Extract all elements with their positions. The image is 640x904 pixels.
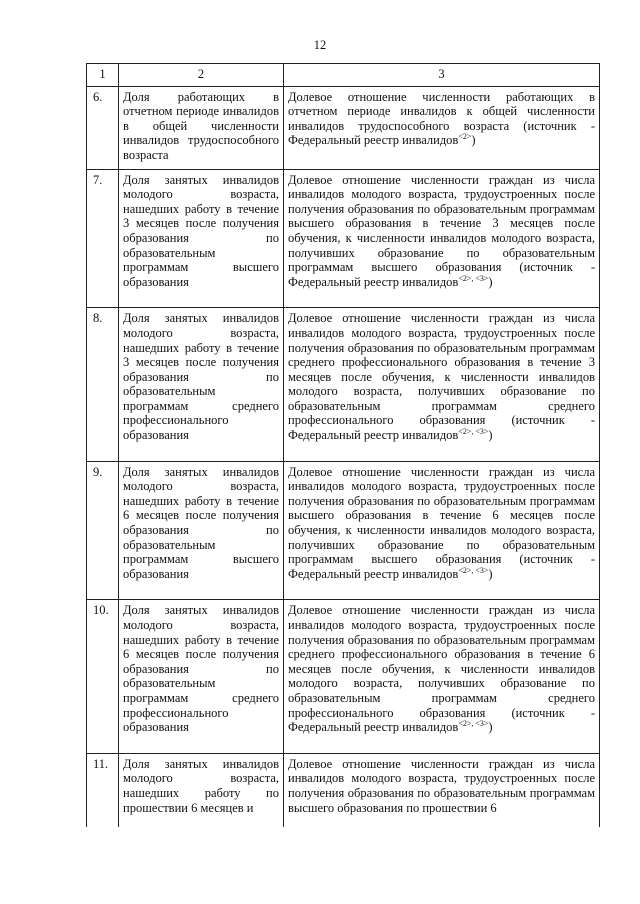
- table-row: [87, 600, 600, 753]
- row-number: 8.: [87, 308, 119, 461]
- footnote-ref: <2>, <3>: [458, 719, 489, 728]
- indicator-name: Доля занятых инвалидов молодого возраста, нашедших работу в течение 3 месяцев после получения образования по образовательным программам среднего профессионального образования: [119, 308, 284, 461]
- indicator-name: Доля занятых инвалидов молодого возраста, нашедших работу в течение 6 месяцев после получения образования по образовательным программам среднего профессионального образования: [119, 600, 284, 753]
- row-number: 7.: [87, 169, 119, 308]
- table-row: [87, 753, 600, 827]
- row-number: 9.: [87, 461, 119, 600]
- indicator-description: Долевое отношение численности граждан из числа инвалидов молодого возраста, трудоустроенных после получения образования по образовательным программам высшего образования в течение 3 месяцев после обучения, к численности инвалидов молодого возраста, получивших образование по образовательным программам высшего образования (источник - Федеральный реестр инвалидов$^{<2>, <3>}$): [284, 169, 600, 308]
- table-row: [87, 86, 600, 169]
- footnote-ref: <2>, <3>: [458, 426, 489, 436]
- header-col-3: 3: [284, 64, 600, 87]
- indicator-description: Долевое отношение численности работающих в отчетном периоде инвалидов к общей численности инвалидов трудоспособного возраста (источник - Федеральный реестр инвалидов$^{<2>}$): [284, 86, 600, 169]
- indicator-description: Долевое отношение численности граждан из числа инвалидов молодого возраста, трудоустроенных после получения образования по образовательным программам среднего профессионального образования в течение 6 месяцев после обучения, к численности инвалидов молодого возраста, получивших образование по образовательным программам среднего профессионального образования (источник - Федеральный реестр инвалидов$^{<2>, <3>}$): [284, 600, 600, 753]
- table-row: [87, 308, 600, 461]
- row-number: 11.: [87, 753, 119, 827]
- footnote-ref: <2>: [458, 132, 472, 142]
- indicator-description: Долевое отношение численности граждан из числа инвалидов молодого возраста, трудоустроенных после получения образования по образовательным программам среднего профессионального образования в течение 3 месяцев после обучения, к численности инвалидов молодого возраста, получивших образование по образовательным программам среднего профессионального образования (источник - Федеральный реестр инвалидов$^{<2>, <3>}$): [284, 308, 600, 461]
- table-header-row: [87, 64, 600, 87]
- header-col-2: 2: [119, 64, 284, 87]
- indicator-name: Доля занятых инвалидов молодого возраста, нашедших работу по прошествии 6 месяцев и: [119, 753, 284, 827]
- row-number: 6.: [87, 86, 119, 169]
- indicator-name: Доля занятых инвалидов молодого возраста, нашедших работу в течение 3 месяцев после получения образования по образовательным программам высшего образования: [119, 169, 284, 308]
- table-row: [87, 461, 600, 600]
- header-col-1: 1: [87, 64, 119, 87]
- indicators-table: [86, 63, 600, 827]
- indicator-description: Долевое отношение численности граждан из числа инвалидов молодого возраста, трудоустроенных после получения образования по образовательным программам высшего образования в течение 6 месяцев после обучения, к численности инвалидов молодого возраста, получивших образование по образовательным программам высшего образования (источник - Федеральный реестр инвалидов$^{<2>, <3>}$): [284, 461, 600, 600]
- footnote-ref: <2>, <3>: [458, 565, 489, 575]
- indicator-name: Доля работающих в отчетном периоде инвалидов в общей численности инвалидов трудоспособного возраста: [119, 86, 284, 169]
- indicator-name: Доля занятых инвалидов молодого возраста, нашедших работу в течение 6 месяцев после получения образования по образовательным программам высшего образования: [119, 461, 284, 600]
- footnote-ref: <2>, <3>: [458, 273, 489, 283]
- row-number: 10.: [87, 600, 119, 753]
- table-row: [87, 169, 600, 308]
- page-number: 12: [313, 38, 327, 52]
- indicator-description: Долевое отношение численности граждан из числа инвалидов молодого возраста, трудоустроенных после получения образования по образовательным программам высшего образования по прошествии 6: [284, 753, 600, 827]
